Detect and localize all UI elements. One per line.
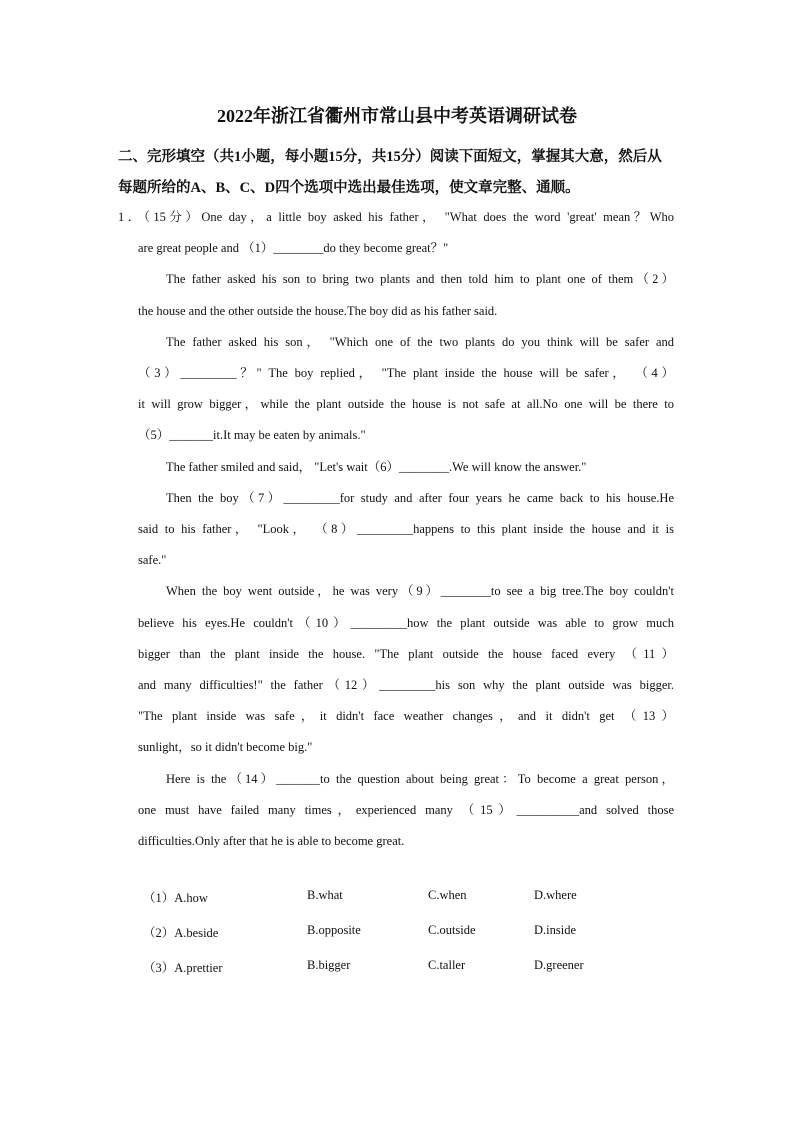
passage-line: 1．（15分）One day，a little boy asked his father， "What does the word 'great' mean？Who — [118, 210, 674, 224]
section-instruction-line-2: 每题所给的A、B、C、D四个选项中选出最佳选项，使文章完整、通顺。 — [118, 180, 580, 196]
passage-line: The father asked his son to bring two plants and then told him to plant one of them（2） — [166, 272, 674, 287]
option-row-3 — [0, 958, 794, 993]
option-row-1 — [0, 888, 794, 923]
passage-line: and many difficulties!" the father（12）_________his son why the plant outside was bigger. — [138, 678, 674, 693]
passage-line: are great people and （1）________do they become great？" — [138, 241, 449, 256]
passage-line: Then the boy（7）_________for study and after four years he came back to his house.He — [166, 490, 674, 505]
passage-line: believe his eyes.He couldn't（10）_________how the plant outside was able to grow much — [138, 615, 674, 630]
option-d: D.where — [534, 888, 577, 902]
passage-line: When the boy went outside，he was very（9）________to see a big tree.The boy couldn't — [166, 584, 674, 599]
passage-line: it will grow bigger，while the plant outside the house is not safe at all.No one will be there to — [138, 397, 674, 412]
option-c: C.taller — [428, 958, 466, 972]
section-instruction-line-1: 二、完形填空（共1小题，每小题15分，共15分）阅读下面短文，掌握其大意，然后从 — [118, 149, 662, 165]
option-d: D.greener — [534, 958, 584, 972]
passage-line: the house and the other outside the house.The boy did as his father said. — [138, 303, 498, 318]
passage-line: The father asked his son， "Which one of the two plants do you think will be safer and — [166, 334, 674, 349]
passage-line: （5）_______it.It may be eaten by animals." — [138, 428, 366, 443]
option-b: B.opposite — [307, 923, 361, 937]
passage-line: difficulties.Only after that he is able to become great. — [138, 834, 405, 849]
option-d: D.inside — [534, 923, 577, 937]
option-b: B.bigger — [307, 958, 351, 972]
cloze-passage — [118, 202, 674, 857]
passage-line: The father smiled and said， "Let's wait（6）________.We will know the answer." — [166, 459, 587, 474]
passage-line: （3）_________？" The boy replied， "The plant inside the house will be safer， （4） — [138, 366, 674, 381]
passage-line: bigger than the plant inside the house. "The plant outside the house faced every （11） — [138, 646, 674, 661]
option-a: （2）A.beside — [143, 926, 219, 940]
exam-title: 2022年浙江省衢州市常山县中考英语调研试卷 — [217, 106, 577, 126]
option-c: C.when — [428, 888, 467, 902]
passage-line: sunlight，so it didn't become big." — [138, 740, 313, 755]
option-b: B.what — [307, 888, 343, 902]
passage-line: safe." — [138, 553, 167, 568]
answer-options — [0, 888, 794, 993]
passage-line: Here is the（14）_______to the question about being great：To become a great person， — [166, 771, 674, 786]
option-row-2 — [0, 923, 794, 958]
passage-line: "The plant inside was safe，it didn't face weather changes，and it didn't get （13） — [138, 709, 674, 724]
passage-line: one must have failed many times，experienced many （15）__________and solved those — [138, 802, 674, 817]
option-a: （3）A.prettier — [143, 961, 223, 975]
passage-line: said to his father， "Look， （8）_________happens to this plant inside the house and it is — [138, 522, 674, 537]
option-a: （1）A.how — [143, 891, 208, 905]
option-c: C.outside — [428, 923, 476, 937]
section-instructions — [118, 142, 688, 204]
